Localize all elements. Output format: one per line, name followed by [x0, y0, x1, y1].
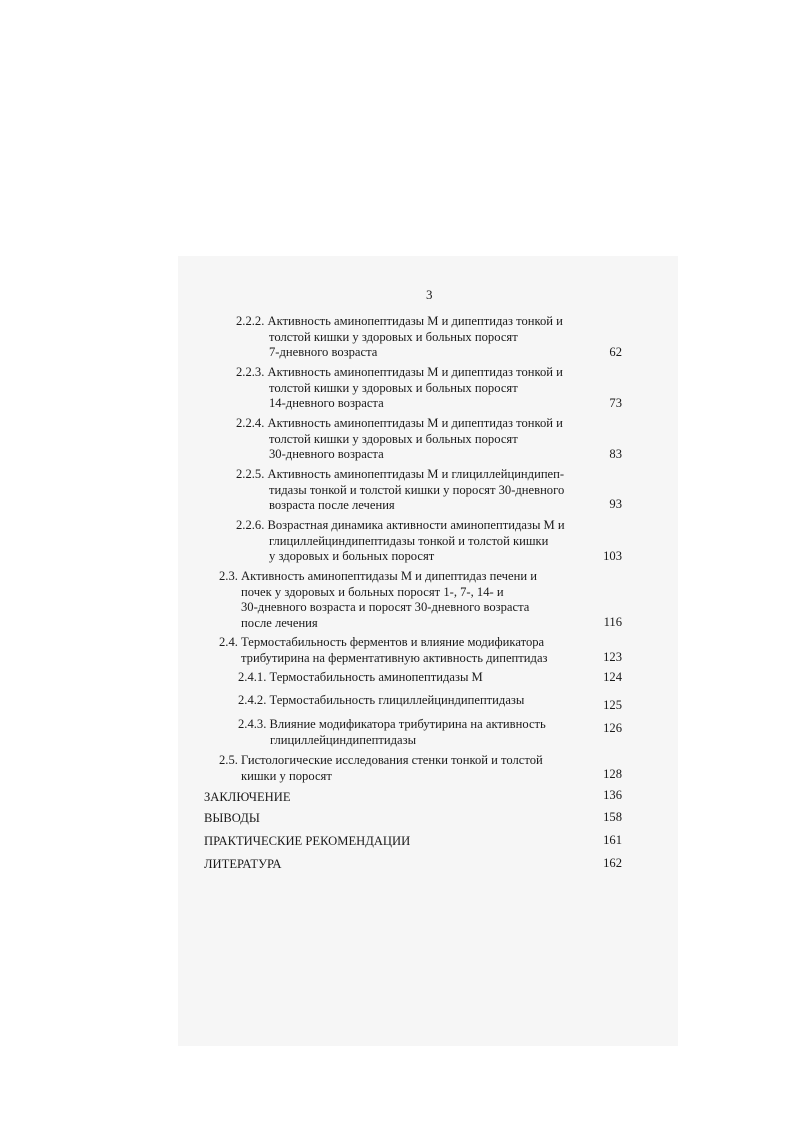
toc-entry-2-4	[219, 635, 548, 666]
toc-page-number: 162	[603, 856, 622, 870]
toc-page-number: 128	[603, 767, 622, 781]
toc-entry-line: 2.2.2. Активность аминопептидазы М и дипептидаз тонкой и	[236, 314, 563, 328]
toc-entry-line: ВЫВОДЫ	[204, 811, 260, 825]
toc-entry-literature	[204, 857, 282, 873]
toc-entry-2-4-2	[238, 693, 524, 709]
toc-entry-line: 2.5. Гистологические исследования стенки тонкой и толстой	[219, 753, 543, 767]
toc-entry-line: глициллейциндипептидазы	[270, 732, 417, 747]
toc-page-number: 136	[603, 788, 622, 802]
toc-page-number: 73	[609, 396, 622, 410]
toc-entry-line: 2.2.3. Активность аминопептидазы М и дипептидаз тонкой и	[236, 365, 563, 379]
toc-page-number: 62	[609, 345, 622, 359]
toc-entry-line: 30-дневного возраста и поросят 30-дневного возраста	[241, 600, 530, 614]
toc-page-number: 158	[603, 810, 622, 824]
toc-entry-line: 14-дневного возраста	[269, 396, 384, 410]
toc-entry-line: кишки у поросят	[241, 768, 332, 783]
toc-entry-line: возраста после лечения	[269, 498, 395, 512]
toc-entry-line: толстой кишки у здоровых и больных поросят	[269, 329, 518, 344]
page-number: 3	[426, 287, 433, 302]
toc-entry-2-3	[219, 569, 537, 631]
toc-entry-line: толстой кишки у здоровых и больных поросят	[269, 431, 518, 446]
toc-entry-line: ПРАКТИЧЕСКИЕ РЕКОМЕНДАЦИИ	[204, 834, 411, 848]
toc-entry-line: 2.3. Активность аминопептидазы М и дипептидаз печени и	[219, 569, 537, 583]
toc-entry-line: 2.2.5. Активность аминопептидазы М и глициллейциндипеп-	[236, 467, 565, 481]
toc-entry-line: трибутирина на ферментативную активность дипептидаз	[241, 650, 548, 665]
toc-entry-line: после лечения	[241, 615, 318, 630]
toc-entry-line: тидазы тонкой и толстой кишки у поросят 30-дневного	[269, 482, 565, 497]
toc-entry-line: ЗАКЛЮЧЕНИЕ	[204, 790, 291, 804]
toc-entry-line: 2.4.2. Термостабильность глициллейциндипептидазы	[238, 693, 525, 707]
toc-entry-findings	[204, 811, 260, 827]
toc-entry-conclusion	[204, 790, 291, 806]
toc-entry-2-5	[219, 753, 543, 784]
toc-entry-2-4-1	[238, 670, 483, 686]
toc-entry-line: 30-дневного возраста	[269, 447, 384, 461]
toc-entry-line: толстой кишки у здоровых и больных поросят	[269, 380, 518, 395]
toc-entry-line: 2.2.6. Возрастная динамика активности аминопептидазы М и	[236, 518, 565, 532]
toc-page-number: 123	[603, 650, 622, 664]
toc-page-number: 93	[609, 497, 622, 511]
toc-entry-2-2-3	[236, 365, 563, 412]
toc-entry-line: 2.2.4. Активность аминопептидазы М и дипептидаз тонкой и	[236, 416, 563, 430]
toc-entry-2-2-6	[236, 518, 565, 565]
toc-entry-2-2-2	[236, 314, 563, 361]
toc-page-number: 126	[603, 721, 622, 735]
toc-entry-line: 7-дневного возраста	[269, 345, 378, 359]
toc-page-number: 83	[609, 447, 622, 461]
toc-entry-line: 2.4.3. Влияние модификатора трибутирина на активность	[238, 717, 546, 731]
toc-page-number: 124	[603, 670, 622, 684]
toc-page-number: 103	[603, 549, 622, 563]
toc-entry-2-4-3	[238, 717, 546, 748]
toc-entry-recommendations	[204, 834, 410, 850]
toc-entry-line: почек у здоровых и больных поросят 1-, 7-, 14- и	[241, 584, 504, 599]
toc-entry-line: 2.4. Термостабильность ферментов и влияние модификатора	[219, 635, 545, 649]
toc-page-number: 116	[603, 615, 622, 629]
toc-entry-line: ЛИТЕРАТУРА	[204, 857, 282, 871]
toc-page-number: 125	[603, 698, 622, 712]
toc-entry-line: глициллейциндипептидазы тонкой и толстой кишки	[269, 533, 549, 548]
toc-page-number: 161	[603, 833, 622, 847]
toc-entry-line: у здоровых и больных поросят	[269, 549, 435, 563]
toc-entry-2-2-5	[236, 467, 564, 514]
toc-entry-line: 2.4.1. Термостабильность аминопептидазы М	[238, 670, 483, 684]
toc-entry-2-2-4	[236, 416, 563, 463]
